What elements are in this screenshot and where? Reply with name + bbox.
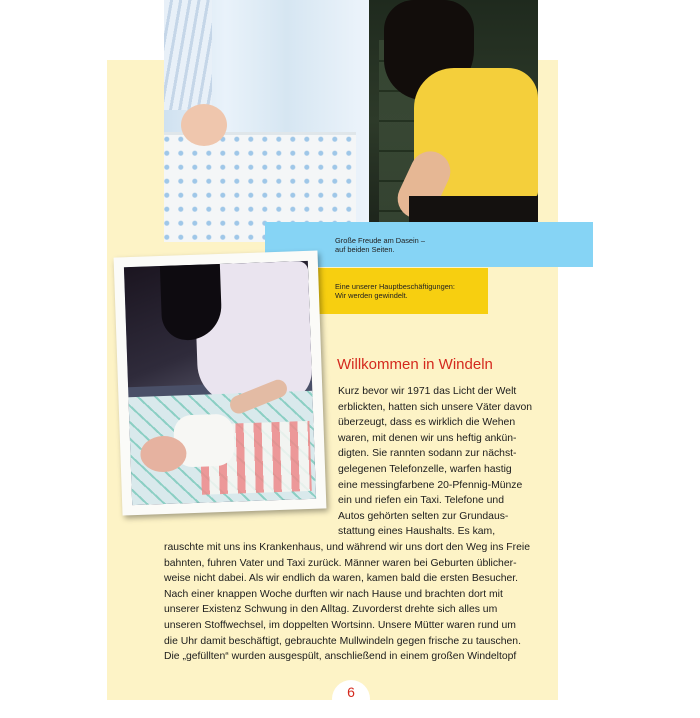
body-line: ein und riefen ein Taxi. Telefone und: [338, 495, 504, 507]
body-line: Die „gefüllten“ wurden ausgespült, anschließend in einem großen Windeltopf: [164, 651, 517, 663]
body-line: Autos gehörten selten zur Grundaus-: [338, 510, 509, 522]
article-heading: Willkommen in Windeln: [337, 356, 493, 373]
body-line: stattung eines Haushalts. Es kam,: [338, 526, 496, 538]
body-line: Kurz bevor wir 1971 das Licht der Welt: [338, 386, 517, 397]
body-line: überzeugt, dass es wirklich die Wehen: [338, 417, 516, 429]
body-line: gelegenen Telefonzelle, warfen hastig: [338, 463, 512, 475]
body-line: Nach einer knappen Woche durften wir nach Hause und brachten dort mit: [164, 588, 503, 600]
caption-middle: Eine unserer Hauptbeschäftigungen: Wir werden gewindelt.: [335, 282, 455, 300]
caption-box-yellow: [308, 268, 488, 314]
body-line: unserer Existenz Schwung in den Alltag. Zuvorderst drehte sich alles um: [164, 604, 498, 616]
photo-baby-in-crib: [164, 0, 538, 242]
body-line: eine messingfarbene 20-Pfennig-Münze: [338, 479, 523, 491]
body-line: erblickten, hatten sich unsere Väter davon: [338, 401, 533, 413]
body-line: rauschte mit uns ins Krankenhaus, und während wir uns dort den Weg ins Freie: [164, 541, 530, 553]
body-line: die Uhr damit beschäftigt, gebrauchte Mullwindeln gegen frische zu tauschen.: [164, 635, 521, 647]
body-line: bahnten, fuhren Vater und Taxi zurück. Männer waren bei Geburten üblicher-: [164, 557, 517, 569]
body-line: digten. Sie rannten sodann zur nächst-: [338, 448, 517, 460]
caption-top: Große Freude am Dasein – auf beiden Seiten.: [335, 236, 425, 254]
page-number: 6: [347, 684, 355, 700]
body-line: unseren Stoffwechsel, im doppelten Wortsinn. Unsere Mütter waren rund um: [164, 619, 516, 631]
body-line: weise nicht dabei. Als wir endlich da waren, kamen bald die ersten Besucher.: [164, 573, 519, 585]
body-line: waren, mit denen wir uns heftig ankün-: [338, 432, 517, 444]
article-body: [164, 384, 540, 665]
